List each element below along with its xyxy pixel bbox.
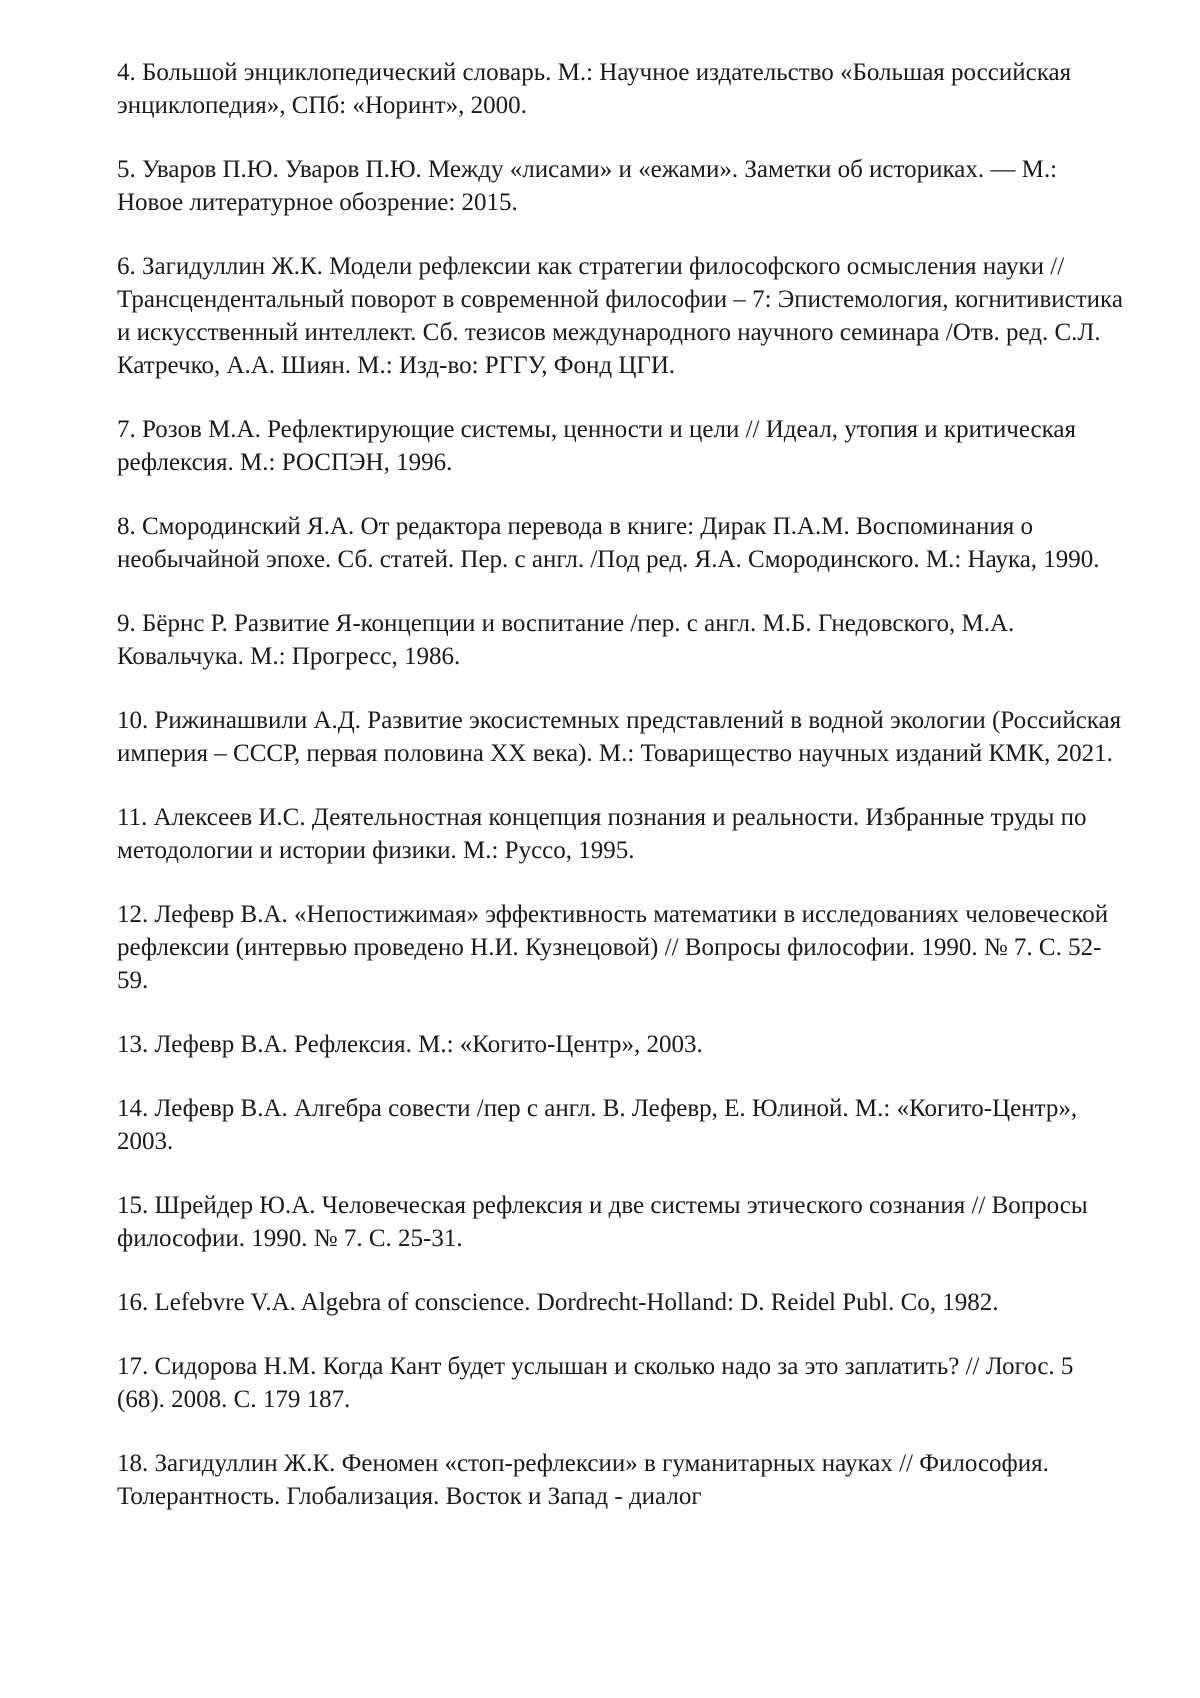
reference-item: 10. Рижинашвили А.Д. Развитие экосистемных представлений в водной экологии (Российская империя – СССР, первая половина XX века). М.: Товарищество научных изданий КМК, 2021. — [117, 704, 1127, 770]
reference-item: 9. Бёрнс Р. Развитие Я-концепции и воспитание /пер. с англ. М.Б. Гнедовского, М.А. Ковальчука. М.: Прогресс, 1986. — [117, 607, 1127, 673]
reference-item: 5. Уваров П.Ю. Уваров П.Ю. Между «лисами» и «ежами». Заметки об историках. — М.: Новое литературное обозрение: 2015. — [117, 153, 1127, 219]
reference-item: 8. Смородинский Я.А. От редактора перевода в книге: Дирак П.А.М. Воспоминания о необычайной эпохе. Сб. статей. Пер. с англ. /Под ред. Я.А. Смородинского. М.: Наука, 1990. — [117, 510, 1127, 576]
reference-item: 13. Лефевр В.А. Рефлексия. М.: «Когито-Центр», 2003. — [117, 1028, 1127, 1061]
reference-item: 11. Алексеев И.С. Деятельностная концепция познания и реальности. Избранные труды по методологии и истории физики. М.: Руссо, 1995. — [117, 801, 1127, 867]
reference-item: 18. Загидуллин Ж.К. Феномен «стоп-рефлексии» в гуманитарных науках // Философия. Толерантность. Глобализация. Восток и Запад - диалог — [117, 1447, 1127, 1513]
reference-item: 12. Лефевр В.А. «Непостижимая» эффективность математики в исследованиях человеческой рефлексии (интервью проведено Н.И. Кузнецовой) // Вопросы философии. 1990. № 7. С. 52-59. — [117, 898, 1127, 997]
document-page — [0, 0, 1200, 1698]
reference-item: 4. Большой энциклопедический словарь. М.: Научное издательство «Большая российская энциклопедия», СПб: «Норинт», 2000. — [117, 56, 1127, 122]
reference-item: 6. Загидуллин Ж.К. Модели рефлексии как стратегии философского осмысления науки // Трансцендентальный поворот в современной философии – 7: Эпистемология, когнитивистика и искусственный интеллект. Сб. тезисов международного научного семинара /Отв. ред. С.Л. Катречко, А.А. Шиян. М.: Изд-во: РГГУ, Фонд ЦГИ. — [117, 250, 1127, 382]
reference-item: 14. Лефевр В.А. Алгебра совести /пер с англ. В. Лефевр, Е. Юлиной. М.: «Когито-Центр», 2003. — [117, 1092, 1127, 1158]
reference-item: 15. Шрейдер Ю.А. Человеческая рефлексия и две системы этического сознания // Вопросы философии. 1990. № 7. С. 25-31. — [117, 1189, 1127, 1255]
reference-item: 7. Розов М.А. Рефлектирующие системы, ценности и цели // Идеал, утопия и критическая рефлексия. М.: РОСПЭН, 1996. — [117, 413, 1127, 479]
reference-item: 17. Сидорова Н.М. Когда Кант будет услышан и сколько надо за это заплатить? // Логос. 5 (68). 2008. С. 179 187. — [117, 1350, 1127, 1416]
reference-list — [117, 56, 1127, 1544]
reference-item: 16. Lefebvre V.A. Algebra of conscience. Dordrecht-Holland: D. Reidel Publ. Co, 1982. — [117, 1286, 1127, 1319]
